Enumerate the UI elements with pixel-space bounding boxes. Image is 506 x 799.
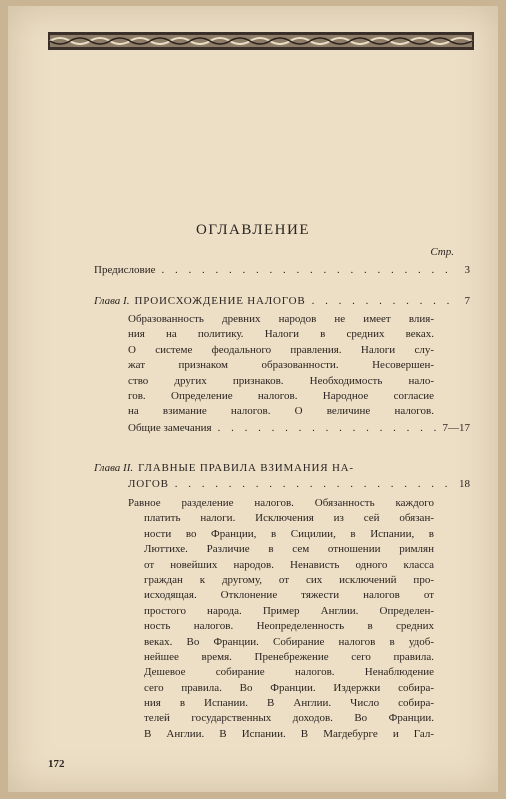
summary-line: В Англии. В Испании. В Магдебурге и Гал- bbox=[144, 727, 434, 740]
book-page bbox=[8, 6, 498, 792]
dot-leader bbox=[312, 295, 450, 307]
summary-line: ности во Франции, в Сицилии, в Испании, в bbox=[144, 527, 434, 540]
entry-page: 18 bbox=[459, 478, 470, 490]
chapter-title: ГЛАВНЫЕ ПРАВИЛА ВЗИМАНИЯ НА- bbox=[138, 462, 354, 474]
chapter-1-last-line bbox=[128, 422, 470, 434]
summary-line: Люттихе. Различие в сем отношении римлян bbox=[144, 543, 434, 556]
entry-page: 3 bbox=[464, 264, 470, 276]
summary-line: ния в Испании. В Англии. Число собира- bbox=[144, 697, 434, 710]
summary-line: от новейших народов. Ненависть одного класса bbox=[144, 558, 434, 571]
chapter-title-continued: ЛОГОВ bbox=[128, 478, 169, 490]
summary-line: Образованность древних народов не имеет влия- bbox=[128, 313, 434, 325]
toc-entry-preface bbox=[94, 264, 470, 276]
summary-line: платить налоги. Исключения из сей обязан- bbox=[144, 512, 434, 525]
toc-entry-chapter-2-cont bbox=[128, 478, 470, 490]
summary-line: телей государственных доходов. Во Франции. bbox=[144, 712, 434, 725]
summary-line: граждан к другому, от сих исключений про- bbox=[144, 573, 434, 586]
summary-line: Равное разделение налогов. Обязанность каждого bbox=[128, 497, 434, 509]
dot-leader bbox=[175, 478, 450, 490]
summary-line: Дешевое собирание налогов. Ненаблюдение bbox=[144, 666, 434, 679]
page-column-label: Стр. bbox=[430, 246, 454, 258]
summary-line: Общие замечания bbox=[128, 422, 212, 434]
decorative-header-ornament bbox=[48, 32, 474, 50]
chapter-2-summary bbox=[128, 496, 434, 742]
summary-line: О системе феодального правления. Налоги слу- bbox=[128, 343, 434, 356]
entry-page-range: 7—17 bbox=[442, 422, 470, 434]
chapter-title: ПРОИСХОЖДЕНИЕ НАЛОГОВ bbox=[134, 295, 306, 307]
summary-line: ния на политику. Налоги в средних веках. bbox=[128, 328, 434, 341]
page-number: 172 bbox=[48, 758, 65, 770]
summary-line: жат признаком образованности. Несовершен- bbox=[128, 359, 434, 372]
chapter-label: Глава I. bbox=[94, 295, 130, 307]
page-title: ОГЛАВЛЕНИЕ bbox=[196, 222, 310, 238]
dot-leader bbox=[162, 264, 451, 276]
chapter-1-summary bbox=[128, 312, 434, 420]
entry-page: 7 bbox=[464, 295, 470, 307]
chapter-label: Глава II. bbox=[94, 462, 134, 474]
summary-line: на взимание налогов. О величине налогов. bbox=[128, 405, 434, 418]
toc-entry-chapter-2 bbox=[94, 462, 470, 474]
summary-line: исходящая. Отклонение тяжести налогов от bbox=[144, 589, 434, 602]
summary-line: гов. Определение налогов. Народное согласие bbox=[128, 389, 434, 402]
dot-leader bbox=[218, 422, 437, 434]
toc-entry-chapter-1 bbox=[94, 295, 470, 307]
entry-label: Предисловие bbox=[94, 264, 156, 276]
summary-line: ность налогов. Неопределенность в средних bbox=[144, 620, 434, 633]
summary-line: ство других признаков. Необходимость нало- bbox=[128, 374, 434, 387]
summary-line: простого народа. Пример Англии. Определен- bbox=[144, 604, 434, 617]
summary-line: нейшее время. Пренебрежение сего правила. bbox=[144, 650, 434, 663]
summary-line: веках. Во Франции. Собирание налогов в удоб- bbox=[144, 635, 434, 648]
summary-line: сего правила. Во Франции. Издержки собира- bbox=[144, 681, 434, 694]
